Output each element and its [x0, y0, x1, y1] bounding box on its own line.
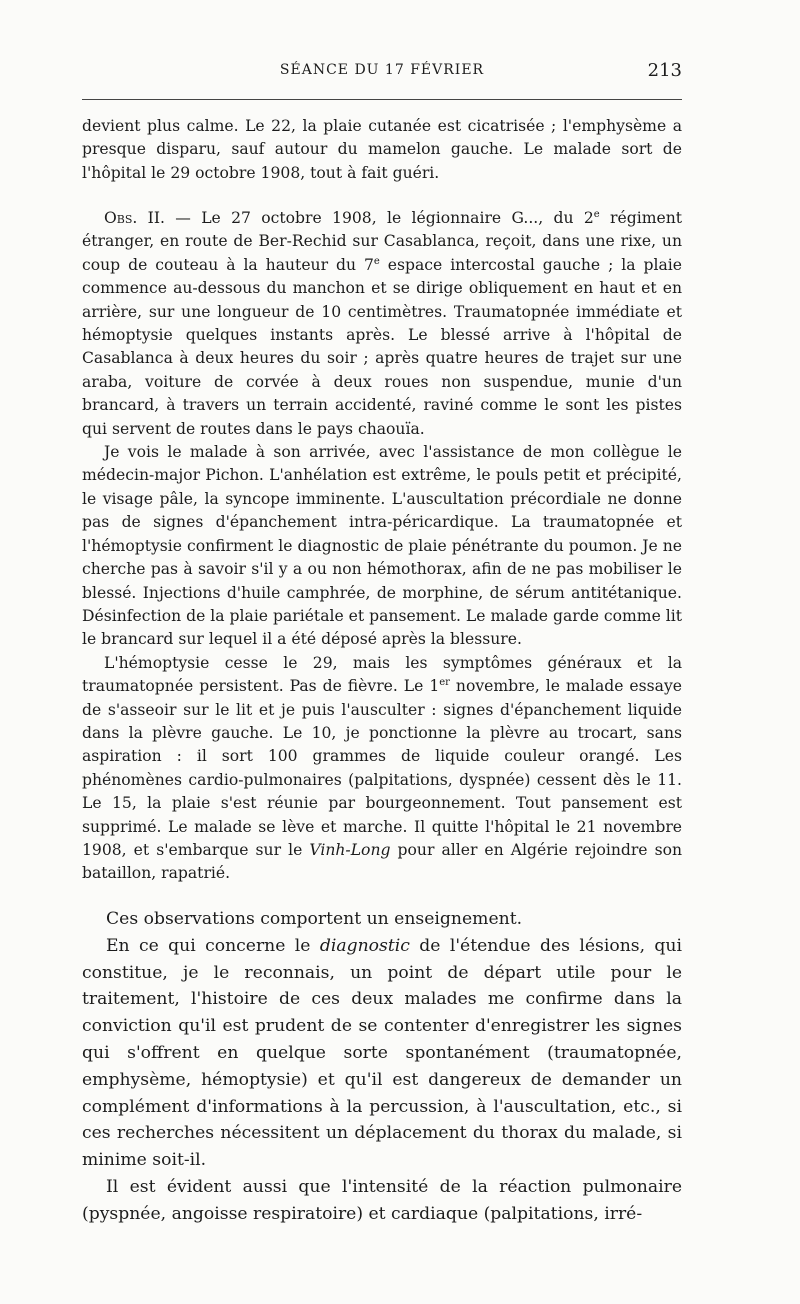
paragraph: Je vois le malade à son arrivée, avec l'assistance de mon collègue le médecin-major Pichon. L'anhélation est extrême, le pouls petit et précipité, le visage pâle, la syncope imminente. L'auscultation précordiale ne donne pas de signes d'épanchement intra-péricardique. La traumatopnée et l'hémoptysie confirment le diagnostic de plaie pénétrante du poumon. Je ne cherche pas à savoir s'il y a ou non hémothorax, afin de ne pas mobiliser le blessé. Injections d'huile camphrée, de morphine, de sérum antitétanique. Désinfection de la plaie pariétale et pansement. Le malade garde comme lit le brancard sur lequel il a été déposé après la blessure. [82, 443, 683, 649]
paragraph: L'hémoptysie cesse le 29, mais les symptômes généraux et la traumatopnée persistent. Pas de fièvre. Le 1er novembre, le malade essaye de s'asseoir sur le lit et je puis l'ausculter : signes d'épanchement liquide dans la plèvre gauche. Le 10, je ponctionne la plèvre au trocart, sans aspiration : il sort 100 grammes de liquide couleur orangé. Les phénomènes cardio-pulmonaires (palpitations, dyspnée) cessent dès le 11. Le 15, la plaie s'est réunie par bourgeonnement. Tout pansement est supprimé. Le malade se lève et marche. Il quitte l'hôpital le 21 novembre 1908, et s'embarque sur le Vinh-Long pour aller en Algérie rejoindre son bataillon, rapatrié. [82, 653, 683, 883]
emphasis: diagnostic [319, 935, 410, 956]
running-head [82, 58, 682, 84]
case-1-conclusion [82, 115, 682, 185]
paragraph: Obs. II. — Le 27 octobre 1908, le légionnaire G..., du 2e régiment étranger, en route de Ber-Rechid sur Casablanca, reçoit, dans une rixe, un coup de couteau à la hauteur du 7e espace intercostal gauche ; la plaie commence au-dessous du manchon et se dirige obliquement en haut et en arrière, sur une longueur de 10 centimètres. Traumatopnée immédiate et hémoptysie quelques instants après. Le blessé arrive à l'hôpital de Casablanca à deux heures du soir ; après quatre heures de trajet sur une araba, voiture de corvée à deux roues non suspendue, munie d'un brancard, à travers un terrain accidenté, raviné comme le sont les pistes qui servent de routes dans le pays chaouïa. [82, 208, 683, 438]
ship-name: Vinh-Long [309, 840, 391, 859]
observation-label: Obs. II. [104, 209, 165, 227]
observation-2 [82, 207, 682, 886]
paragraph: devient plus calme. Le 22, la plaie cutanée est cicatrisée ; l'emphysème a presque disparu, sauf autour du mamelon gauche. Le malade sort de l'hôpital le 29 octobre 1908, tout à fait guéri. [82, 117, 682, 182]
page-number: 213 [647, 60, 682, 81]
discussion [82, 906, 682, 1228]
header-rule [82, 99, 682, 100]
running-title: SÉANCE DU 17 FÉVRIER [279, 62, 485, 78]
paragraph: Il est évident aussi que l'intensité de la réaction pulmonaire (pyspnée, angoisse respiratoire) et cardiaque (palpitations, irré- [82, 1176, 682, 1224]
paragraph: En ce qui concerne le diagnostic de l'étendue des lésions, qui constitue, je le reconnais, un point de départ utile pour le traitement, l'histoire de ces deux malades me confirme dans la conviction qu'il est prudent de se contenter d'enregistrer les signes qui s'offrent en quelque sorte spontanément (traumatopnée, emphysème, hémoptysie) et qu'il est dangereux de demander un complément d'informations à la percussion, à l'auscultation, etc., si ces recherches nécessitent un déplacement du thorax du malade, si minime soit-il. [82, 935, 682, 1171]
paragraph: Ces observations comportent un enseignement. [106, 909, 523, 929]
